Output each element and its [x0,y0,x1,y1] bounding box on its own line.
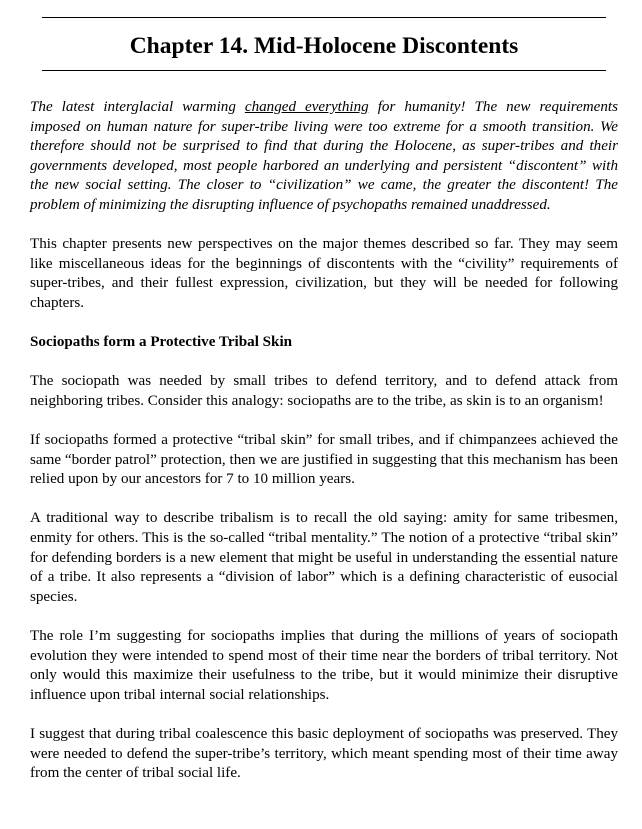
intro-lead: The latest interglacial warming [30,99,245,115]
section-heading: Sociopaths form a Protective Tribal Skin [30,334,293,351]
paragraph-overview: This chapter presents new perspectives on the major themes described so far. They may seem like miscellaneous ideas for the beginnings of discontents with the “civility” requirements of super-tribes, and their fullest expression, civilization, but they will be needed for following chapters. [30,236,618,311]
intro-paragraph [30,98,618,216]
paragraph-sociopath-role: The role I’m suggesting for sociopaths implies that during the millions of years of sociopath evolution they were intended to spend most of their time near the borders of tribal territory. Not only would this maximize their usefulness to the tribe, but it would minimize their disruptive influence upon tribal internal social relationships. [30,628,618,703]
intro-underlined-phrase: changed everything [244,99,369,115]
intro-rest: for humanity! The new requirements imposed on human nature for super-tribe living were too extreme for a smooth transition. We therefore should not be surprised to find that during the Holocene, as super-tribes and their governments developed, most people harbored an underlying and persistent “discontent” with the new social setting. The closer to “civilization” we came, the greater the discontent! The problem of minimizing the disrupting influence of psychopaths remained unaddressed. [30,99,618,213]
chapter-body [30,98,618,803]
paragraph-tribalism: A traditional way to describe tribalism is to recall the old saying: amity for same tribesmen, enmity for others. This is the so-called “tribal mentality.” The notion of a protective “tribal skin” for defending borders is a new element that might be useful in understanding the essential nature of a tribe. It also represents a “division of labor” which is a defining characteristic of eusocial species. [30,510,618,605]
top-rule [42,17,606,18]
paragraph-coalescence: I suggest that during tribal coalescence this basic deployment of sociopaths was preserved. They were needed to defend the super-tribe’s territory, which meant spending most of their time away from the center of tribal social life. [30,726,618,782]
bottom-rule [42,70,606,71]
paragraph-tribal-skin: If sociopaths formed a protective “tribal skin” for small tribes, and if chimpanzees achieved the same “border patrol” protection, then we are justified in suggesting that this mechanism has been relied upon by our ancestors for 7 to 10 million years. [30,432,618,488]
paragraph-sociopath-needed: The sociopath was needed by small tribes to defend territory, and to defend attack from neighboring tribes. Consider this analogy: sociopaths are to the tribe, as skin is to an organism! [30,373,618,409]
chapter-title: Chapter 14. Mid-Holocene Discontents [129,33,519,59]
